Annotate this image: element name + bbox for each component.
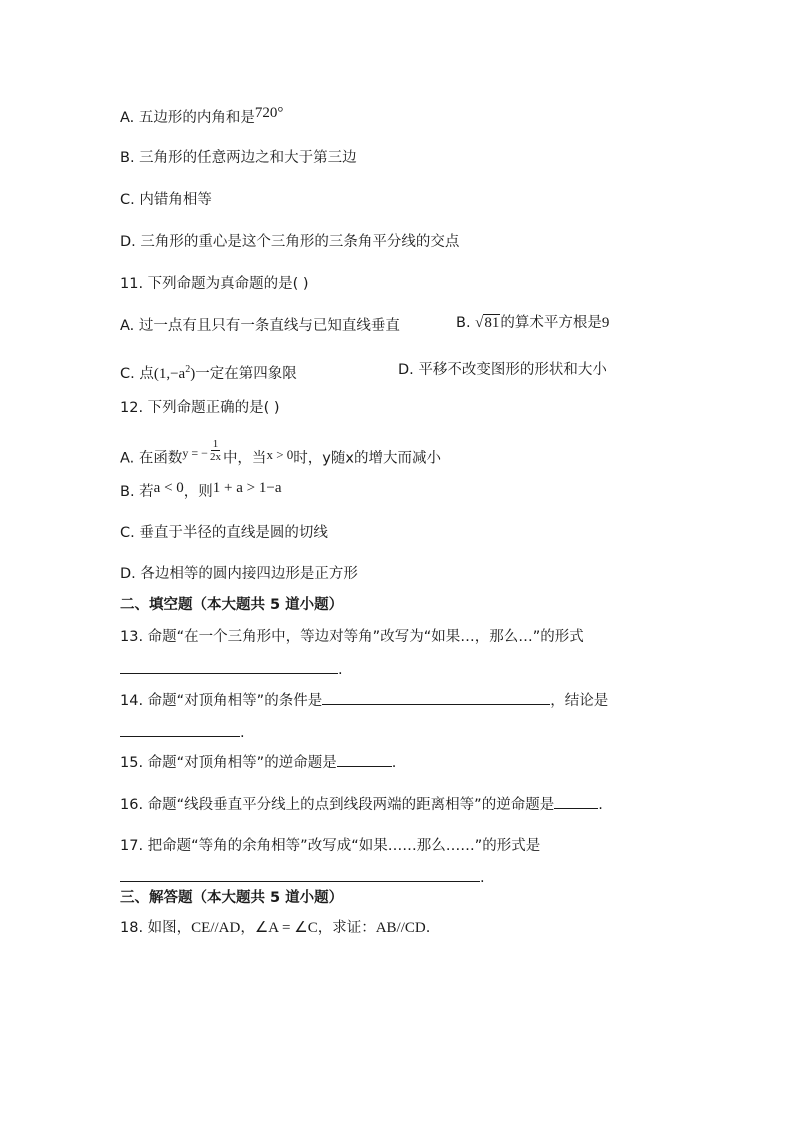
q15-end: . (391, 755, 397, 771)
q11-option-b-value: 9 (601, 315, 610, 331)
q16-line (120, 794, 603, 815)
q12-stem: 12. 下列命题正确的是( ) (120, 400, 280, 416)
q11-point-exp: 2 (185, 364, 191, 375)
q11-stem: 11. 下列命题为真命题的是( ) (120, 276, 309, 292)
q13-text: 13. 命题“在一个三角形中，等边对等角”改写为“如果…，那么…”的形式 (120, 629, 584, 645)
q14-line (120, 690, 608, 711)
q10-option-a-math: 720° (254, 105, 284, 121)
q18-math-1: CE//AD (191, 920, 241, 936)
q14-blank-condition[interactable] (322, 690, 550, 705)
q11-option-b-mid: 的算术平方根是 (500, 315, 602, 331)
section-2-heading: 二、填空题（本大题共 5 道小题） (120, 597, 344, 613)
q12-fraction-num: 1 (212, 438, 219, 450)
q12-option-b-prefix: B. 若 (120, 484, 154, 500)
q10-option-c: C. 内错角相等 (120, 192, 212, 208)
q12-option-a-prefix: A. 在函数 (120, 450, 183, 467)
q18-math-3: AB//CD (375, 920, 426, 936)
q11-option-c (120, 360, 297, 384)
q11-option-d: D. 平移不改变图形的形状和大小 (398, 362, 607, 378)
q15-blank[interactable] (337, 752, 392, 767)
q11-option-a: A. 过一点有且只有一条直线与已知直线垂直 (120, 318, 400, 334)
q15-text: 15. 命题“对顶角相等”的逆命题是 (120, 755, 337, 771)
q12-option-a-suffix: 时，y随x的增大而减小 (293, 450, 441, 467)
q12-option-a-mid: 中，当 (222, 450, 267, 467)
q17-text: 17. 把命题“等角的余角相等”改写成“如果……那么……”的形式是 (120, 838, 541, 854)
q14-blank-conclusion[interactable] (120, 722, 240, 737)
q13-answer-line (120, 659, 343, 680)
q11-radicand: 81 (484, 315, 500, 331)
q11-option-c-prefix: C. 点 (120, 366, 154, 382)
q11-point-open: (1,−a (153, 366, 186, 382)
q18-end: . (425, 920, 431, 936)
q12-option-b-cond: a < 0 (153, 480, 184, 496)
q13-end: . (338, 662, 343, 678)
q10-option-d: D. 三角形的重心是这个三角形的三条角平分线的交点 (120, 234, 460, 250)
q10-option-a (120, 105, 284, 128)
q16-end: . (598, 797, 603, 813)
q16-text: 16. 命题“线段垂直平分线上的点到线段两端的距离相等”的逆命题是 (120, 797, 555, 813)
q12-option-b (120, 482, 282, 502)
q18-prefix: 18. 如图， (120, 920, 192, 936)
q12-option-c: C. 垂直于半径的直线是圆的切线 (120, 525, 328, 541)
q11-point-close: ) (190, 366, 196, 382)
q12-option-d: D. 各边相等的圆内接四边形是正方形 (120, 566, 358, 582)
q14-text: 14. 命题“对顶角相等”的条件是 (120, 693, 323, 709)
q18-math-2: ∠A = ∠C (254, 920, 318, 936)
q18-line (120, 918, 430, 938)
q14-answer-line (120, 722, 245, 743)
sqrt-symbol: √81 (475, 315, 500, 331)
q11-point (154, 366, 195, 382)
q12-fraction (210, 438, 221, 463)
q12-option-a (120, 438, 441, 471)
q10-option-b: B. 三角形的任意两边之和大于第三边 (120, 150, 357, 166)
q18-sep-1: ， (240, 920, 255, 936)
q14-mid: ，结论是 (550, 693, 609, 709)
q17-blank[interactable] (120, 867, 480, 882)
q17-end: . (480, 870, 485, 886)
q18-sep-2: ，求证： (317, 920, 376, 936)
q12-func-lhs: y = − (182, 445, 208, 460)
q14-end: . (240, 725, 245, 741)
q16-blank[interactable] (554, 794, 598, 809)
q12-option-b-mid: ，则 (183, 484, 213, 500)
q11-option-b (456, 313, 609, 333)
q12-option-a-cond: x > 0 (266, 446, 294, 462)
q12-fraction-den: 2x (209, 451, 221, 463)
q13-blank[interactable] (120, 659, 338, 674)
q12-option-b-ineq: 1 + a > 1−a (212, 480, 282, 496)
q15-line (120, 752, 396, 773)
q17-answer-line (120, 867, 485, 888)
q11-option-b-prefix: B. (456, 315, 471, 331)
q10-option-a-text: A. 五边形的内角和是 (120, 110, 255, 126)
q11-option-c-suffix: 一定在第四象限 (195, 366, 297, 382)
section-3-heading: 三、解答题（本大题共 5 道小题） (120, 890, 344, 906)
